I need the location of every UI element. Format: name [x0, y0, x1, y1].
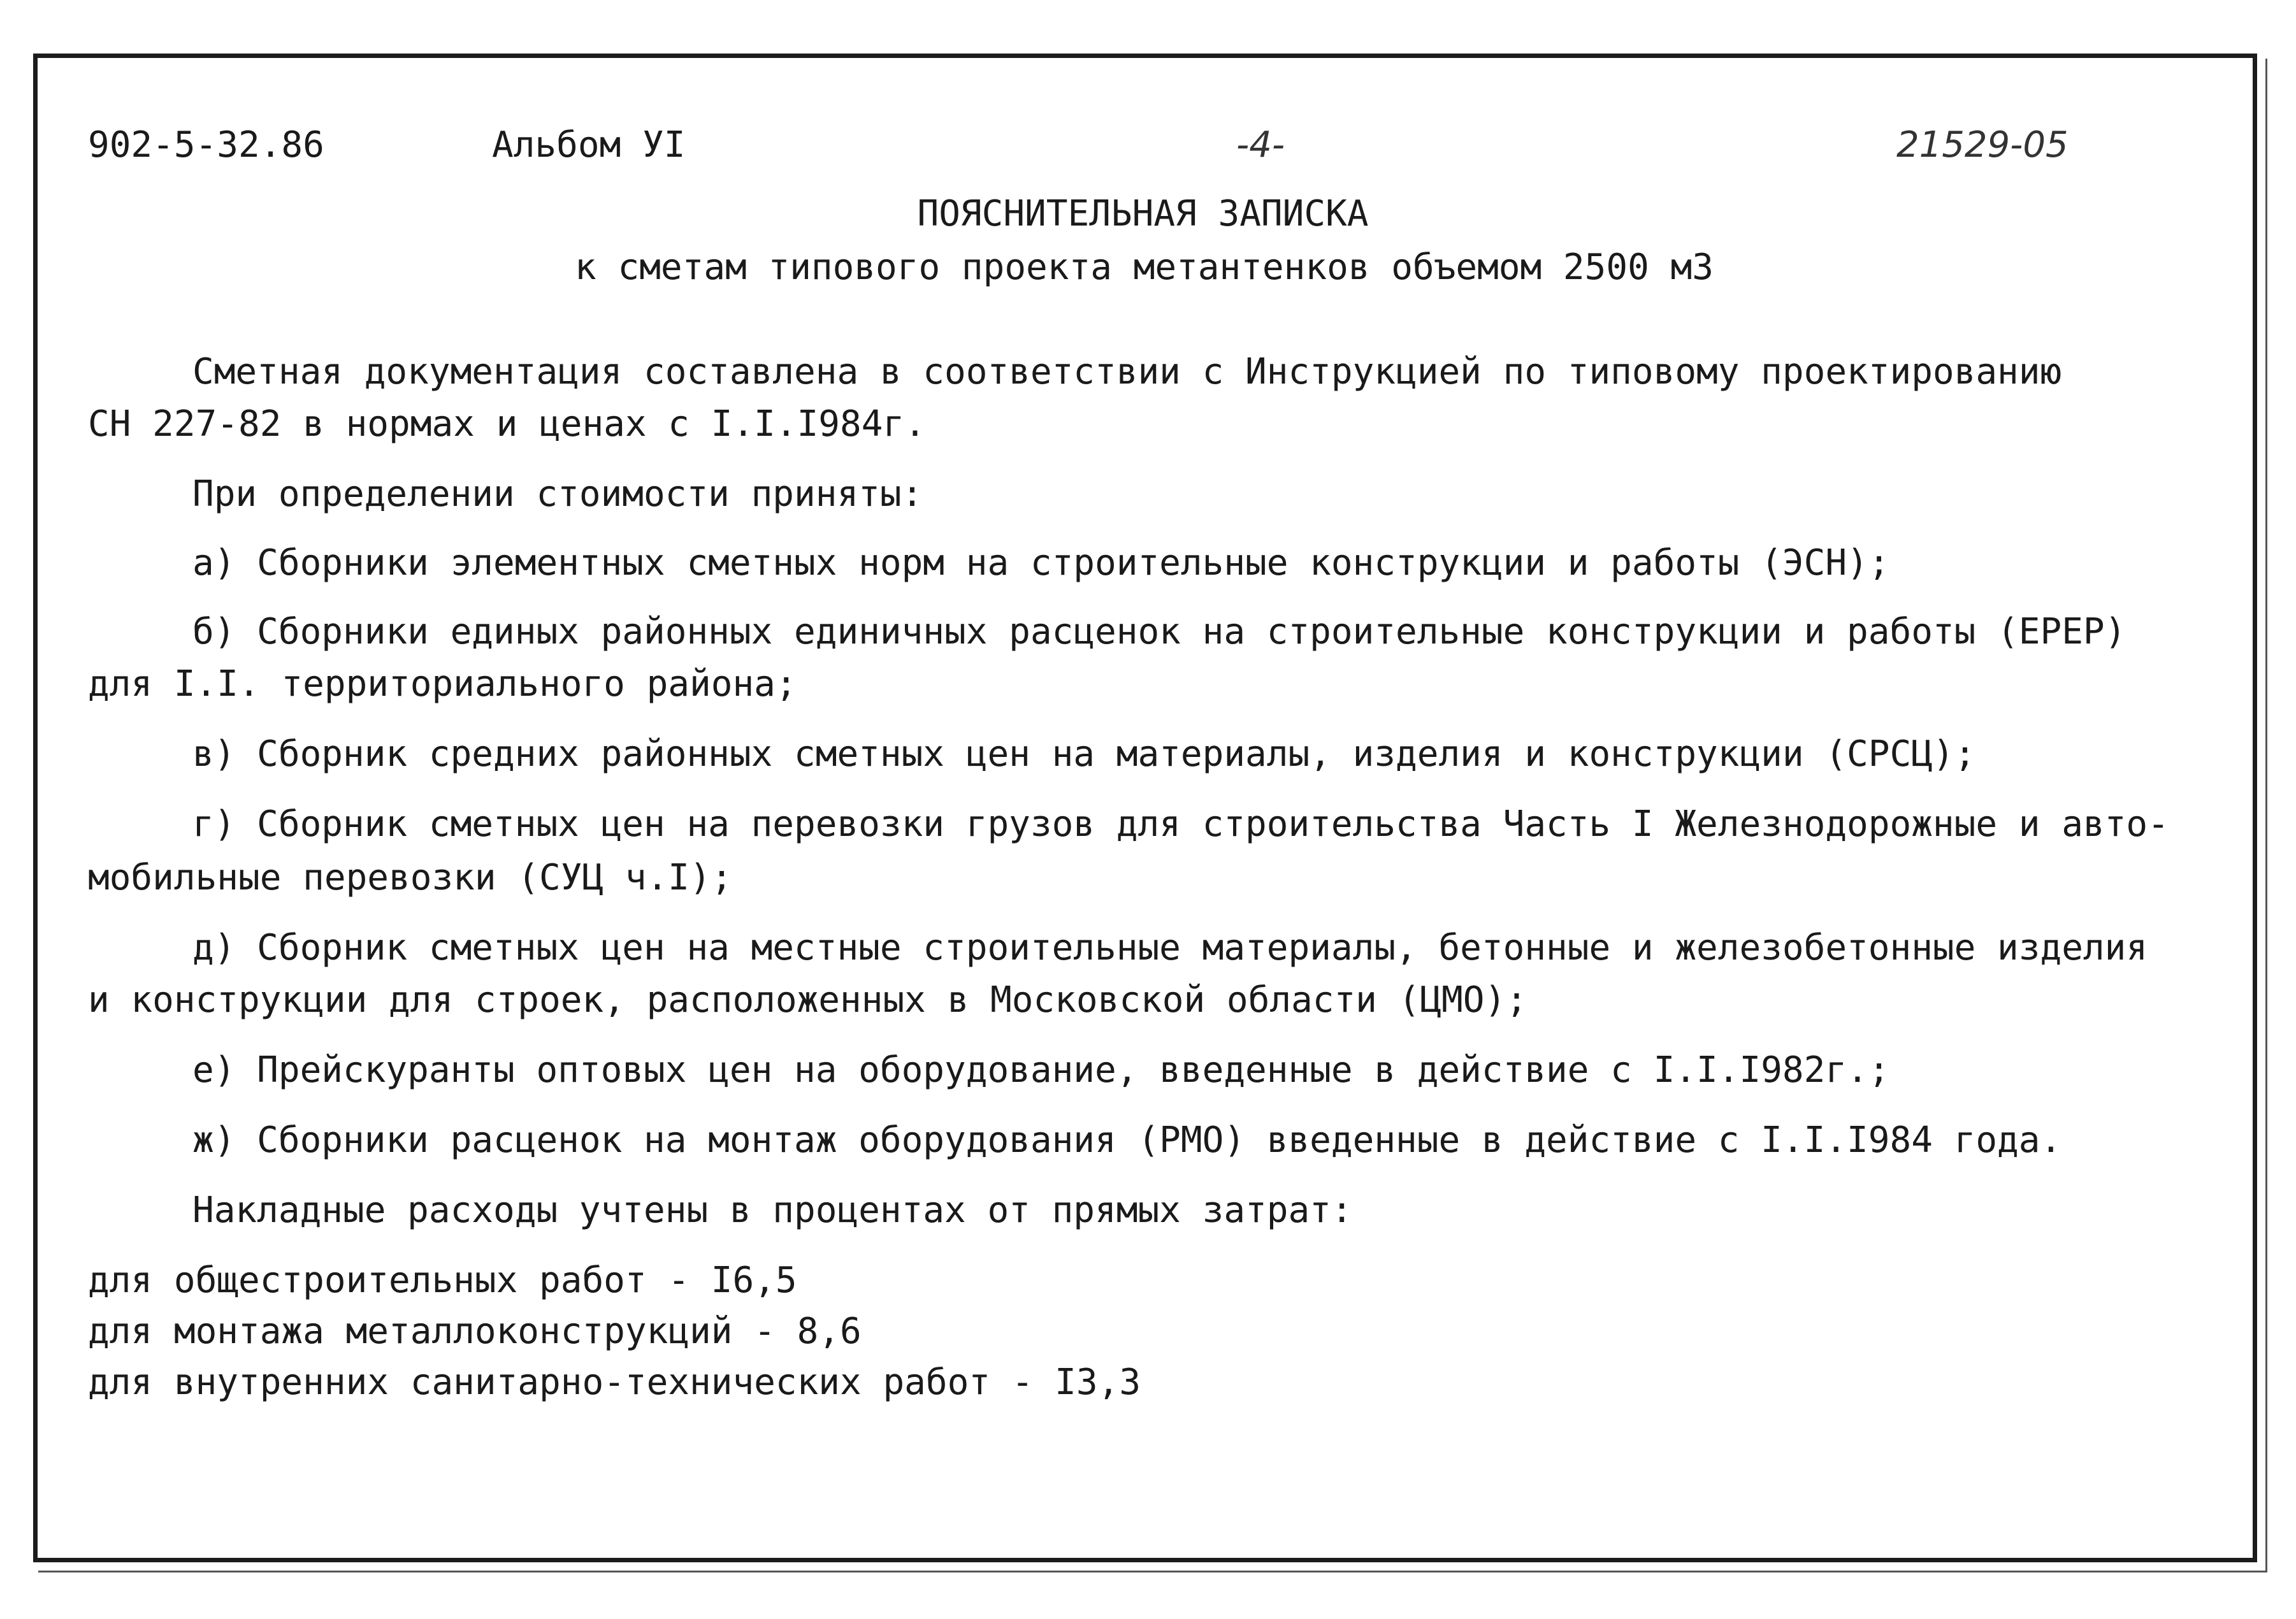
- overhead-rate-general: для общестроительных работ - I6,5: [88, 1260, 797, 1301]
- paragraph-1-line-1: Сметная документация составлена в соответствии с Инструкцией по типовому проектированию: [192, 351, 2062, 392]
- overhead-rate-sanitary: для внутренних санитарно-технических работ - I3,3: [88, 1362, 1141, 1403]
- list-item-zh: ж) Сборники расценок на монтаж оборудования (РМО) введенные в действие с I.I.I984 года.: [192, 1119, 2062, 1161]
- list-item-v: в) Сборник средних районных сметных цен на материалы, изделия и конструкции (СРСЦ);: [192, 733, 1976, 775]
- list-item-e: е) Прейскуранты оптовых цен на оборудование, введенные в действие с I.I.I982г.;: [192, 1049, 1890, 1091]
- list-item-b-line-1: б) Сборники единых районных единичных расценок на строительные конструкции и работы (ЕРЕР): [192, 611, 2126, 652]
- document-code: 902-5-32.86: [88, 124, 324, 166]
- document-number: 21529-05: [1896, 124, 2069, 166]
- list-item-a: а) Сборники элементных сметных норм на строительные конструкции и работы (ЭСН);: [192, 542, 1890, 584]
- list-item-b-line-2: для I.I. территориального района;: [88, 663, 797, 705]
- list-item-g-line-2: мобильные перевозки (СУЦ ч.I);: [88, 857, 733, 898]
- list-item-g-line-1: г) Сборник сметных цен на перевозки грузов для строительства Часть I Железнодорожные и авто-: [192, 803, 2169, 845]
- list-item-d-line-1: д) Сборник сметных цен на местные строительные материалы, бетонные и железобетонные изделия: [192, 927, 2148, 968]
- list-item-d-line-2: и конструкции для строек, расположенных в Московской области (ЦМО);: [88, 979, 1527, 1021]
- paragraph-1-line-2: СН 227-82 в нормах и ценах с I.I.I984г.: [88, 403, 926, 445]
- overhead-rate-metal: для монтажа металлоконструкций - 8,6: [88, 1311, 862, 1352]
- paragraph-2: При определении стоимости приняты:: [192, 473, 923, 515]
- document-title: ПОЯСНИТЕЛЬНАЯ ЗАПИСКА: [917, 193, 1369, 234]
- paragraph-3: Накладные расходы учтены в процентах от прямых затрат:: [192, 1190, 1353, 1231]
- page-number: -4-: [1236, 124, 1285, 166]
- document-subtitle: к сметам типового проекта метантенков объемом 2500 м3: [575, 247, 1714, 288]
- album-label: Альбом УI: [492, 124, 686, 166]
